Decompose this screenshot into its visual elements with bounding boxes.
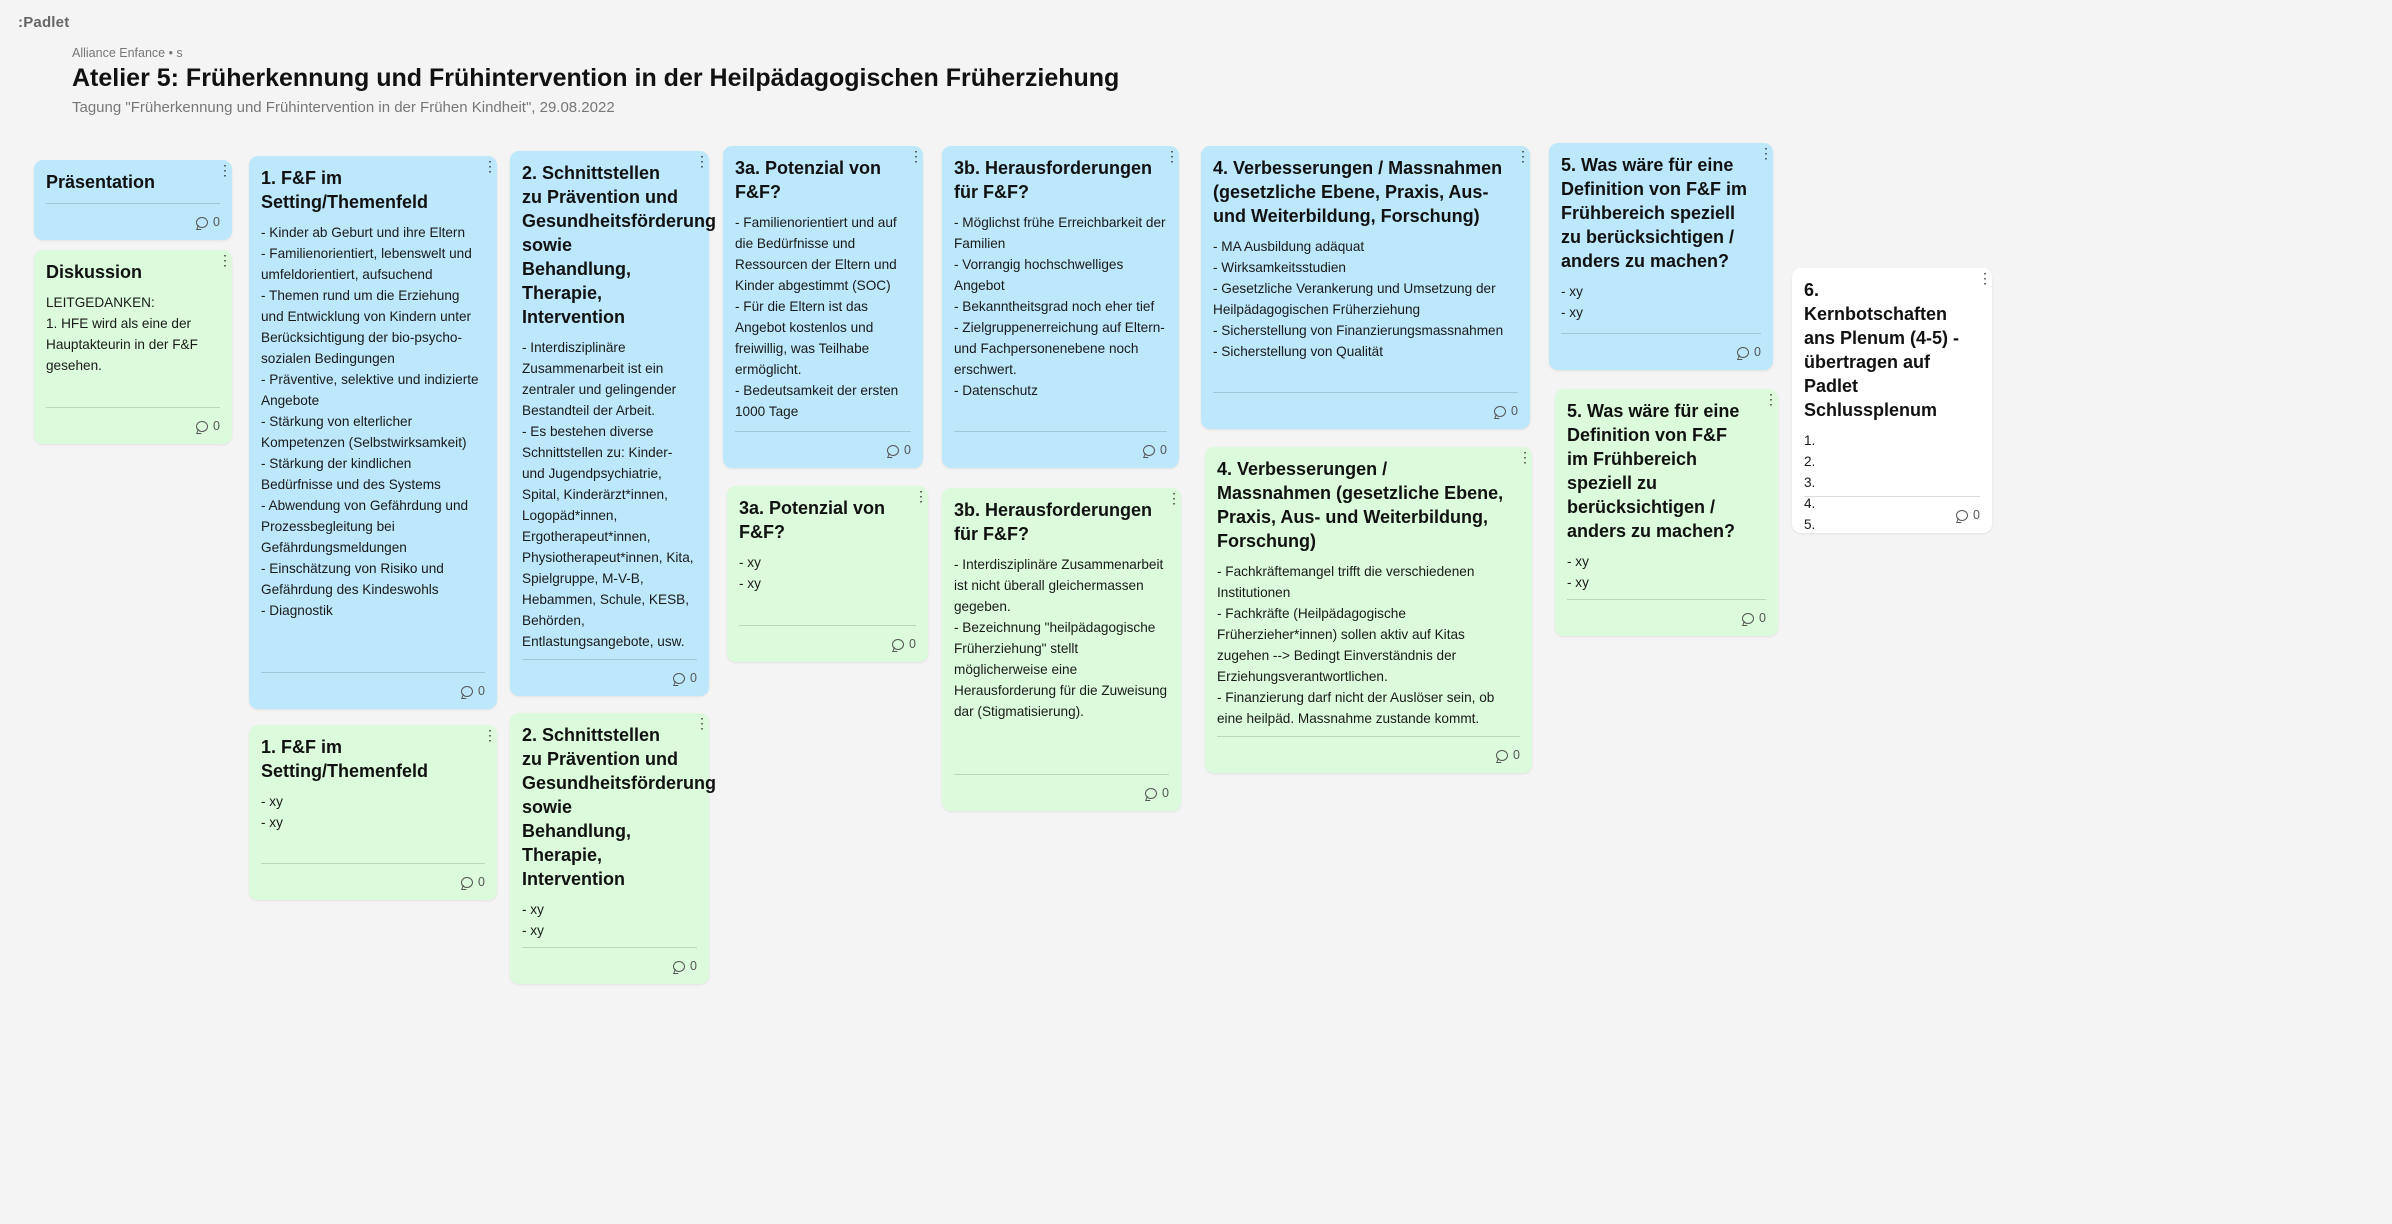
- post-body: - MA Ausbildung adäquat - Wirksamkeitsstudien - Gesetzliche Verankerung und Umsetzung der Heilpädagogischen Früherziehung - Sicherstellung von Finanzierungsmassnahmen - Sicherstellung von Qualität: [1213, 239, 1504, 359]
- comment-icon[interactable]: [1956, 510, 1968, 521]
- post-footer: [1561, 333, 1761, 370]
- comment-count: 0: [1162, 786, 1169, 800]
- post-menu-icon[interactable]: ⋮: [909, 148, 923, 164]
- post-title: 3b. Herausforderungen für F&F?: [954, 500, 1153, 544]
- comment-icon[interactable]: [1496, 750, 1508, 761]
- post-menu-icon[interactable]: ⋮: [1518, 449, 1532, 465]
- comment-count: 0: [213, 419, 220, 433]
- board-author[interactable]: Alliance Enfance • s: [72, 46, 183, 60]
- post-card[interactable]: [942, 146, 1179, 468]
- post-body: - xy - xy: [261, 794, 283, 830]
- board-title: Atelier 5: Früherkennung und Frühintervention in der Heilpädagogischen Früherziehung: [72, 64, 1120, 92]
- comment-icon[interactable]: [196, 217, 208, 228]
- post-body: 1. 2. 3. 4. 5.: [1804, 433, 1816, 532]
- comment-icon[interactable]: [673, 961, 685, 972]
- post-footer: [46, 407, 220, 444]
- post-card[interactable]: [1205, 447, 1532, 773]
- post-title: 3a. Potenzial von F&F?: [735, 158, 882, 202]
- post-title: 5. Was wäre für eine Definition von F&F im Frühbereich speziell zu berücksichtigen / anders zu machen?: [1567, 401, 1740, 541]
- post-body: - xy - xy: [1561, 284, 1583, 320]
- post-title: 4. Verbesserungen / Massnahmen (gesetzliche Ebene, Praxis, Aus- und Weiterbildung, Forschung): [1213, 158, 1503, 226]
- post-title: 2. Schnittstellen zu Prävention und Gesundheitsförderung sowie Behandlung, Therapie, Intervention: [522, 163, 717, 327]
- post-footer: [954, 774, 1169, 811]
- comment-icon[interactable]: [1494, 406, 1506, 417]
- comment-count: 0: [478, 684, 485, 698]
- comment-icon[interactable]: [1737, 347, 1749, 358]
- post-card[interactable]: [727, 486, 928, 662]
- comment-count: 0: [1754, 345, 1761, 359]
- post-footer: [522, 659, 697, 696]
- post-title: Diskussion: [46, 262, 143, 282]
- post-footer: [46, 203, 220, 240]
- comment-count: 0: [1511, 404, 1518, 418]
- post-card[interactable]: [510, 713, 717, 984]
- post-title: 3b. Herausforderungen für F&F?: [954, 158, 1153, 202]
- comment-icon[interactable]: [461, 877, 473, 888]
- post-menu-icon[interactable]: ⋮: [218, 252, 232, 268]
- post-footer: [735, 431, 911, 468]
- post-title: 5. Was wäre für eine Definition von F&F im Frühbereich speziell zu berücksichtigen / anders zu machen?: [1561, 155, 1747, 271]
- post-card[interactable]: [942, 488, 1181, 811]
- board-header: [72, 46, 1119, 116]
- post-menu-icon[interactable]: ⋮: [695, 715, 709, 731]
- comment-count: 0: [1160, 443, 1167, 457]
- post-body: - xy - xy: [522, 902, 544, 938]
- post-menu-icon[interactable]: ⋮: [1165, 148, 1179, 164]
- post-menu-icon[interactable]: ⋮: [1167, 490, 1181, 506]
- comment-icon[interactable]: [196, 421, 208, 432]
- comment-count: 0: [690, 959, 697, 973]
- comment-icon[interactable]: [1742, 613, 1754, 624]
- post-body: - xy - xy: [739, 555, 761, 591]
- comment-count: 0: [904, 443, 911, 457]
- post-footer: [261, 672, 485, 709]
- board-subtitle: Tagung "Früherkennung und Frühintervention in der Frühen Kindheit", 29.08.2022: [72, 99, 615, 116]
- post-title: Präsentation: [46, 172, 156, 192]
- post-body: LEITGEDANKEN: 1. HFE wird als eine der Hauptakteurin in der F&F gesehen.: [46, 295, 198, 373]
- comment-count: 0: [478, 875, 485, 889]
- post-body: - Möglichst frühe Erreichbarkeit der Familien - Vorrangig hochschwelliges Angebot - Bekanntheitsgrad noch eher tief - Zielgruppenerreichung auf Eltern- und Fachpersonenebene noch erschwert. - Datenschutz: [954, 215, 1166, 398]
- post-body: - Familienorientiert und auf die Bedürfnisse und Ressourcen der Eltern und Kinder abgestimmt (SOC) - Für die Eltern ist das Angebot kostenlos und freiwillig, was Teilhabe ermöglicht. - Bedeutsamkeit der ersten 1000 Tage: [735, 215, 899, 419]
- post-footer: [954, 431, 1167, 468]
- post-body: - Fachkräftemangel trifft die verschiedenen Institutionen - Fachkräfte (Heilpädagogische Früherzieher*innen) sollen aktiv auf Kitas zugehen --> Bedingt Einverständnis der Erziehungsverantwortlichen. - Finanzierung darf nicht der Auslöser sein, ob eine heilpäd. Massnahme zustande kommt.: [1217, 564, 1495, 726]
- comment-icon[interactable]: [461, 686, 473, 697]
- post-menu-icon[interactable]: ⋮: [695, 153, 709, 169]
- comment-count: 0: [1973, 508, 1980, 522]
- post-footer: [1567, 599, 1766, 636]
- post-footer: [261, 863, 485, 900]
- post-footer: [739, 625, 916, 662]
- post-menu-icon[interactable]: ⋮: [1978, 270, 1992, 286]
- comment-icon[interactable]: [673, 673, 685, 684]
- post-footer: [1213, 392, 1518, 429]
- post-body: - xy - xy: [1567, 554, 1589, 590]
- post-title: 6. Kernbotschaften ans Plenum (4-5) - übertragen auf Padlet Schlussplenum: [1804, 280, 1960, 420]
- post-body: - Interdisziplinäre Zusammenarbeit ist nicht überall gleichermassen gegeben. - Bezeichnung "heilpädagogische Früherziehung" stellt möglicherweise eine Herausforderung für die Zuweisung dar (Stigmatisierung).: [954, 557, 1168, 719]
- post-card[interactable]: [1555, 389, 1778, 636]
- post-card[interactable]: [1792, 268, 1992, 533]
- post-footer: [1804, 496, 1980, 533]
- post-card[interactable]: [34, 250, 232, 444]
- post-title: 2. Schnittstellen zu Prävention und Gesundheitsförderung sowie Behandlung, Therapie, Intervention: [522, 725, 717, 889]
- comment-count: 0: [909, 637, 916, 651]
- post-title: 3a. Potenzial von F&F?: [739, 498, 886, 542]
- comment-icon[interactable]: [892, 639, 904, 650]
- comment-count: 0: [213, 215, 220, 229]
- comment-icon[interactable]: [887, 445, 899, 456]
- post-menu-icon[interactable]: ⋮: [1516, 148, 1530, 164]
- padlet-logo[interactable]: :Padlet: [18, 14, 70, 31]
- comment-count: 0: [1513, 748, 1520, 762]
- post-menu-icon[interactable]: ⋮: [1759, 145, 1773, 161]
- post-menu-icon[interactable]: ⋮: [914, 488, 928, 504]
- post-menu-icon[interactable]: ⋮: [483, 158, 497, 174]
- post-menu-icon[interactable]: ⋮: [218, 162, 232, 178]
- post-card[interactable]: [1549, 143, 1773, 370]
- post-body: - Kinder ab Geburt und ihre Eltern - Familienorientiert, lebenswelt und umfeldorientiert, aufsuchend - Themen rund um die Erziehung und Entwicklung von Kindern unter Berücksichtigung der bio-psycho-sozialen Bedingungen - Präventive, selektive und indizierte Angebote - Stärkung von elterlicher Kompetenzen (Selbstwirksamkeit) - Stärkung der kindlichen Bedürfnisse und des Systems - Abwendung von Gefährdung und Prozessbegleitung bei Gefährdungsmeldungen - Einschätzung von Risiko und Gefährdung des Kindeswohls - Diagnostik: [261, 225, 479, 618]
- comment-count: 0: [1759, 611, 1766, 625]
- post-card[interactable]: [249, 156, 497, 709]
- comment-count: 0: [690, 671, 697, 685]
- post-card[interactable]: [723, 146, 923, 468]
- post-menu-icon[interactable]: ⋮: [483, 727, 497, 743]
- post-title: 4. Verbesserungen / Massnahmen (gesetzliche Ebene, Praxis, Aus- und Weiterbildung, Forschung): [1217, 459, 1504, 551]
- post-card[interactable]: [249, 725, 497, 900]
- post-menu-icon[interactable]: ⋮: [1764, 391, 1778, 407]
- post-card[interactable]: [34, 160, 232, 240]
- post-card[interactable]: [1201, 146, 1530, 429]
- post-title: 1. F&F im Setting/Themenfeld: [261, 737, 429, 781]
- post-title: 1. F&F im Setting/Themenfeld: [261, 168, 429, 212]
- comment-icon[interactable]: [1145, 788, 1157, 799]
- post-card[interactable]: [510, 151, 717, 696]
- comment-icon[interactable]: [1143, 445, 1155, 456]
- post-body: - Interdisziplinäre Zusammenarbeit ist ein zentraler und gelingender Bestandteil der Arbeit. - Es bestehen diverse Schnittstellen zu: Kinder- und Jugendpsychiatrie, Spital, Kinderärzt*innen, Logopäd*innen, Ergotherapeut*innen, Physiotherapeut*innen, Kita, Spielgruppe, M-V-B, Hebammen, Schule, KESB, Behörden, Entlastungsangebote, usw.: [522, 340, 694, 649]
- post-footer: [1217, 736, 1520, 773]
- post-footer: [522, 947, 697, 984]
